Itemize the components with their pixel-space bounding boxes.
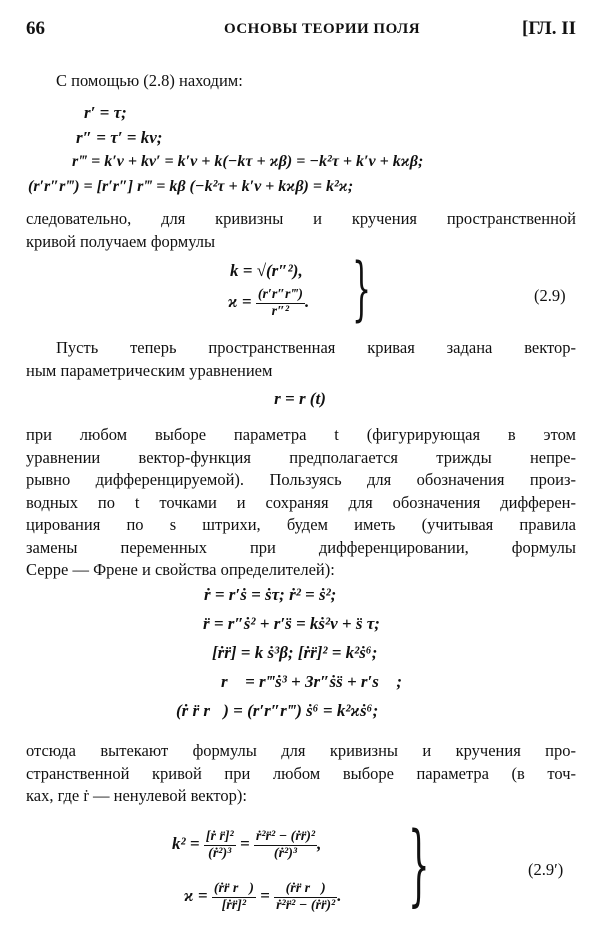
parametric-equation: r = r (t) [274,389,326,408]
curvature-general-formula: k² = $\frac{\text{[ṙ r̈]²}}{\text{(ṙ²)³}}$ = $\frac{\text{ṙ²r̈² − (ṙr̈)²}}{\text{(ṙ²)³}}$ , [172,828,322,861]
chapter-label: [ГЛ. II [522,18,576,39]
equation-line: r‴ = k′ν + kν′ = k′ν + k(−kτ + ϰβ) = −k²τ + k′ν + kϰβ; [72,153,424,170]
page-number: 66 [26,18,45,39]
torsion-formula: ϰ = $\frac{(r'r''r‴)}{\text{r″²}}$ . [228,286,310,319]
torsion-general-formula: ϰ = $\frac{\text{(ṙr̈ r⃛)}}{\text{[ṙr̈]²}}$ = $\frac{\text{(ṙr̈ r⃛)}}{\text{ṙ²r̈² − (ṙr̈)²}}$ . [184,880,342,913]
equation-line: (r′r″r‴) = [r′r″] r‴ = kβ (−k²τ + k′ν + kϰβ) = k²ϰ; [28,178,354,195]
equation-line: ṙ = r′ṡ = ṡτ; ṙ² = ṡ²; [204,585,337,604]
curvature-formula: k = √(r″²), [230,261,303,280]
equation-line: r″ = τ′ = kν; [76,128,163,147]
equation-number: (2.9) [534,286,566,305]
equation-line: (ṙ r̈ r⃛) = (r′r″r‴) ṡ⁶ = k²ϰṡ⁶; [176,701,379,720]
equation-line: r⃛ = r‴ṡ³ + 3r″ṡs̈ + r′s⃛ ; [221,672,403,691]
equation-line: r̈ = r″ṡ² + r′s̈ = kṡ²ν + s̈ τ; [203,614,380,633]
paragraph-curvature-intro: следовательно, для кривизны и кручения пространственной кривой получаем формулы [26,209,576,251]
equation-line: r′ = τ; [84,103,127,122]
right-brace-icon: } [408,814,430,918]
paragraph-general-formulas: отсюда вытекают формулы для кривизны и кручения про- странственной кривой при любом выборе параметра (в точ- ках, где ṙ — ненулевой вектор): [26,741,576,805]
paragraph-parametric-intro: Пусть теперь пространственная кривая задана вектор- ным параметрическим уравнением [26,338,576,380]
page-header [26,18,576,44]
torsion-fraction: $\frac{(r'r''r‴)}{\text{r″²}}$ [257,286,303,319]
running-title: ОСНОВЫ ТЕОРИИ ПОЛЯ [224,21,421,37]
paragraph-parameter-choice: при любом выборе параметра t (фигурирующая в этом уравнении вектор-функция предполагается трижды непре- рывно дифференцируемой). Пользуясь для обозначения произ- водных по t точками и сохраняя для обозначения дифферен- цирования по s штрихи, будем иметь (учитывая правила замены переменных при дифференцировании, формулы Серре — Френе и свойства определителей): [26,425,576,579]
right-brace-icon: } [352,250,372,331]
equation-number: (2.9′) [528,860,564,879]
equation-line: [ṙr̈] = k ṡ³β; [ṙr̈]² = k²ṡ⁶; [212,643,378,662]
intro-text: С помощью (2.8) находим: [56,71,243,90]
